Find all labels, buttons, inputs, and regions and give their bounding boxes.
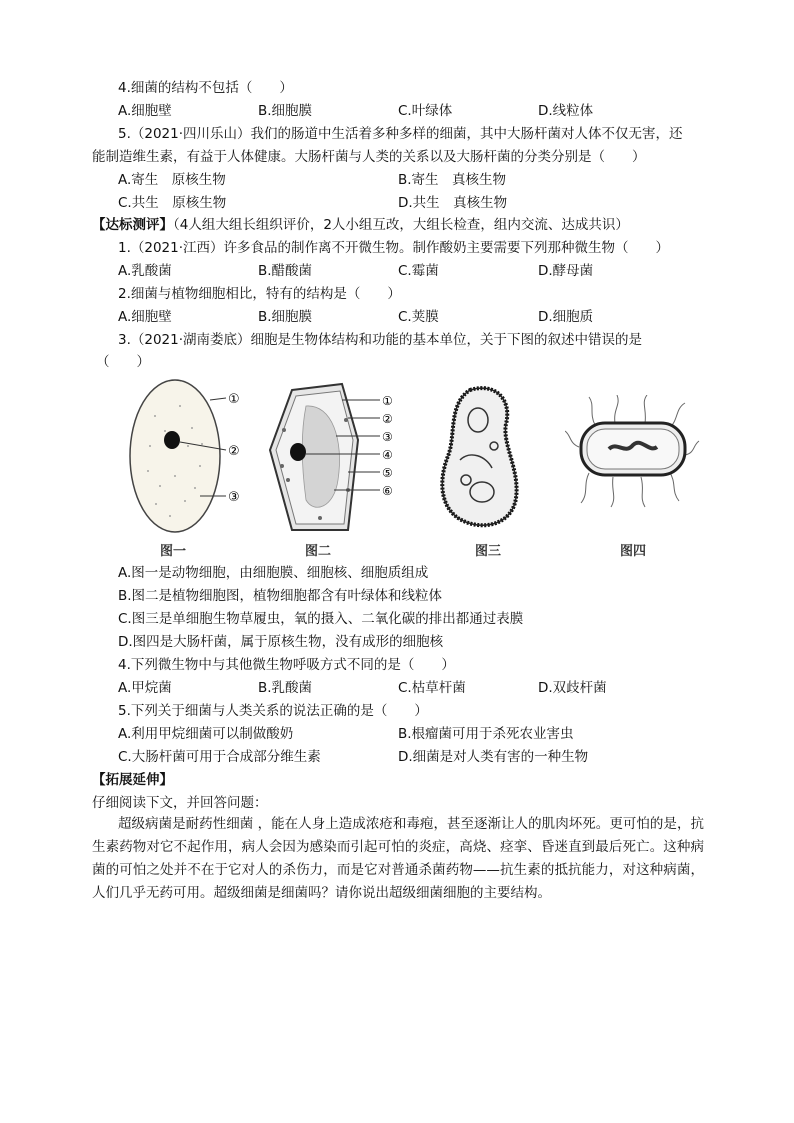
option-c: C.枯草杆菌 [398, 680, 466, 696]
option-c: C.霉菌 [398, 263, 439, 279]
figure-3-caption: 图三 [475, 544, 502, 559]
fig2-label-4: ④ [382, 448, 393, 462]
option-a: A.细胞壁 [118, 309, 172, 325]
dabiao-q3-option-a: A.图一是动物细胞，由细胞膜、细胞核、细胞质组成 [118, 565, 429, 581]
figure-1-caption: 图一 [160, 544, 187, 559]
figure-4-bacterium [565, 395, 700, 510]
nucleus-shape [164, 431, 180, 449]
figure-2-plant-cell [262, 380, 412, 535]
option-c: C.荚膜 [398, 309, 439, 325]
fig2-label-5: ⑤ [382, 466, 393, 480]
option-d: D.共生 真核生物 [398, 195, 508, 211]
dabiao-q3-option-c: C.图三是单细胞生物草履虫，氧的摄入、二氧化碳的排出都通过表膜 [118, 611, 524, 627]
dabiao-q3-option-d: D.图四是大肠杆菌，属于原核生物，没有成形的细胞核 [118, 634, 444, 650]
option-b: B.醋酸菌 [258, 263, 313, 279]
option-c: C.大肠杆菌可用于合成部分维生素 [118, 749, 321, 765]
dabiao-q5-stem: 5.下列关于细菌与人类关系的说法正确的是（ ） [118, 703, 428, 719]
fig1-label-3: ③ [228, 490, 240, 505]
option-b: B.细胞膜 [258, 309, 313, 325]
figure-2-caption: 图二 [305, 544, 332, 559]
question-4-options [118, 101, 718, 121]
fig1-label-1: ① [228, 392, 240, 407]
question-5-stem-line1: 5.（2021·四川乐山）我们的肠道中生活着多种多样的细菌，其中大肠杆菌对人体不仅无害，还 [118, 126, 683, 142]
option-c: C.叶绿体 [398, 103, 453, 119]
option-b: B.细胞膜 [258, 103, 313, 119]
option-b: B.根瘤菌可用于杀死农业害虫 [398, 726, 574, 742]
nucleus-shape [290, 443, 306, 461]
dabiao-q4-options [118, 678, 718, 698]
tuozhan-intro: 仔细阅读下文，并回答问题： [92, 795, 268, 811]
dabiao-q1-options [118, 261, 718, 281]
section-title: 【拓展延伸】 [92, 772, 173, 788]
dabiao-q2-options [118, 307, 718, 327]
dabiao-q3-stem-line2: （ ） [96, 354, 150, 370]
tuozhan-reading-passage [92, 813, 704, 905]
option-a: A.利用甲烷细菌可以制做酸奶 [118, 726, 294, 742]
fig2-label-6: ⑥ [382, 484, 393, 498]
option-a: A.乳酸菌 [118, 263, 172, 279]
dabiao-q5-options-row2 [118, 747, 718, 767]
dabiao-q3-stem-line1: 3.（2021·湖南娄底）细胞是生物体结构和功能的基本单位，关于下图的叙述中错误的是 [118, 332, 643, 348]
option-d: D.酵母菌 [538, 263, 594, 279]
pointer-line-1 [210, 398, 226, 400]
dabiao-q5-options-row1 [118, 724, 718, 744]
cell-membrane-shape [587, 429, 679, 469]
dabiao-q2-stem: 2.细菌与植物细胞相比，特有的结构是（ ） [118, 286, 401, 302]
figure-4-caption: 图四 [620, 544, 647, 559]
question-4-stem: 4.细菌的结构不包括（ ） [118, 80, 293, 96]
option-d: D.双歧杆菌 [538, 680, 607, 696]
section-note: （4人组大组长组织评价，2人小组互改，大组长检查，组内交流、达成共识） [173, 217, 629, 233]
figure-1-animal-cell [120, 376, 260, 536]
option-a: A.甲烷菌 [118, 680, 172, 696]
question-5-stem-line2: 能制造维生素，有益于人体健康。大肠杆菌与人类的关系以及大肠杆菌的分类分别是（ ） [92, 149, 646, 165]
section-title: 【达标测评】 [92, 217, 173, 233]
option-a: A.寄生 原核生物 [118, 172, 226, 188]
fig2-label-2: ② [382, 412, 393, 426]
dabiao-q3-option-b: B.图二是植物细胞图，植物细胞都含有叶绿体和线粒体 [118, 588, 443, 604]
option-d: D.细胞质 [538, 309, 594, 325]
option-b: B.寄生 真核生物 [398, 172, 507, 188]
figure-3-paramecium [430, 380, 530, 535]
cell-membrane-shape [130, 380, 220, 532]
passage-text: 超级病菌是耐药性细菌 ，能在人身上造成浓疮和毒疱，甚至逐渐让人的肌肉坏死。更可怕的是，抗生素药物对它不起作用，病人会因为感染而引起可怕的炎症，高烧、痉挛、昏迷直到最后死亡。这种病菌的可怕之处并不在于它对人的杀伤力，而是它对普通杀菌药物——抗生素的抵抗能力，对这种病菌，人们几乎无药可用。超级细菌是细菌吗？请你说出超级细菌细胞的主要结构。 [92, 816, 704, 901]
question-5-options-row1 [118, 170, 718, 190]
tuozhan-section-heading [92, 770, 173, 790]
dabiao-q4-stem: 4.下列微生物中与其他微生物呼吸方式不同的是（ ） [118, 657, 455, 673]
fig2-label-3: ③ [382, 430, 393, 444]
option-b: B.乳酸菌 [258, 680, 313, 696]
fig2-label-1: ① [382, 394, 393, 408]
option-a: A.细胞壁 [118, 103, 172, 119]
option-d: D.细菌是对人类有害的一种生物 [398, 749, 589, 765]
dabiao-q1-stem: 1.（2021·江西）许多食品的制作离不开微生物。制作酸奶主要需要下列那种微生物（ ） [118, 240, 670, 256]
dabiao-section-heading [92, 215, 629, 235]
option-c: C.共生 原核生物 [118, 195, 227, 211]
fig1-label-2: ② [228, 444, 240, 459]
question-5-options-row2 [118, 193, 718, 213]
option-d: D.线粒体 [538, 103, 594, 119]
